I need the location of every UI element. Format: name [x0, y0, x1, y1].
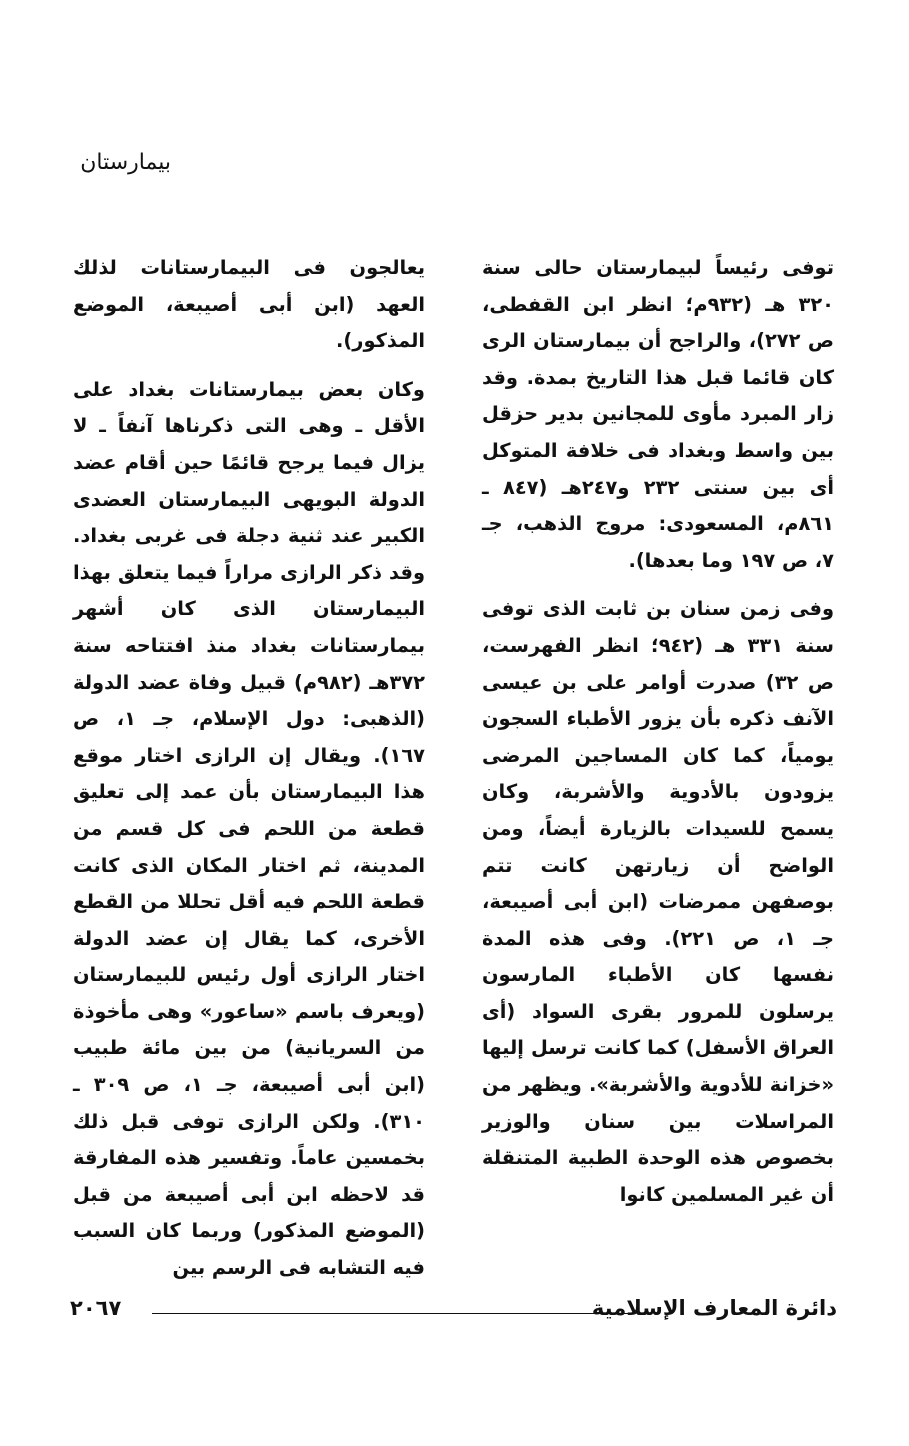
running-header: بيمارستان [80, 150, 171, 175]
paragraph: وكان بعض بيمارستانات بغداد على الأقل ـ وهى التى ذكرناها آنفاً ـ لا يزال فيما يرجح قائمًا حين أقام عضد الدولة البويهى البيمارستان العضدى الكبير عند ثنية دجلة فى غربى بغداد. وقد ذكر الرازى مراراً فيما يتعلق بهذا البيمارستان الذى كان أشهر بيمارستانات بغداد منذ افتتاحه سنة ٣٧٢هـ (٩٨٢م) قبيل وفاة عضد الدولة (الذهبى: دول الإسلام، جـ ١، ص ١٦٧). ويقال إن الرازى اختار موقع هذا البيمارستان بأن عمد إلى تعليق قطعة من اللحم فى كل قسم من المدينة، ثم اختار المكان الذى كانت قطعة اللحم فيه أقل تحللا من القطع الأخرى، كما يقال إن عضد الدولة اختار الرازى أول رئيس للبيمارستان (ويعرف باسم «ساعور» وهى مأخوذة من السريانية) من بين مائة طبيب (ابن أبى أصيبعة، جـ ١، ص ٣٠٩ ـ ٣١٠). ولكن الرازى توفى قبل ذلك بخمسين عاماً. وتفسير هذه المفارقة قد لاحظه ابن أبى أصيبعة من قبل (الموضع المذكور) وربما كان السبب فيه التشابه فى الرسم بين [73, 377, 426, 1280]
paragraph: وفى زمن سنان بن ثابت الذى توفى سنة ٣٣١ هـ (٩٤٢؛ انظر الفهرست، ص ٣٢) صدرت أوامر على بن عيسى الآنف ذكره بأن يزور الأطباء السجون يومياً، كما كان المساجين المرضى يزودون بالأدوية والأشربة، وكان يسمح للسيدات بالزيارة أيضاً، ومن الواضح أن زيارتهن كانت تتم بوصفهن ممرضات (ابن أبى أصيبعة، جـ ١، ص ٢٢١). وفى هذه المدة نفسها كان الأطباء المارسون يرسلون للمرور بقرى السواد (أى العراق الأسفل) كما كانت ترسل إليها «خزانة للأدوية والأشربة». ويظهر من المراسلات بين سنان والوزير بخصوص هذه الوحدة الطبية المتنقلة أن غير المسلمين كانوا [482, 597, 835, 1206]
text-column-left [73, 250, 425, 1287]
page-footer [70, 1296, 837, 1326]
footer-divider [152, 1313, 629, 1314]
paragraph: توفى رئيساً لبيمارستان حالى سنة ٣٢٠ هـ (٩٣٢م؛ انظر ابن القفطى، ص ٢٧٢)، والراجح أن بيمارستان الرى كان قائما قبل هذا التاريخ بمدة. وقد زار المبرد مأوى للمجانين بدير حزقل بين واسط وبغداد فى خلافة المتوكل أى بين سنتى ٢٣٢ و٢٤٧هـ (٨٤٧ ـ ٨٦١م، المسعودى: مروج الذهب، جـ ٧، ص ١٩٧ وما بعدها). [482, 256, 834, 572]
text-column-right [482, 250, 834, 1213]
page-number: ٢٠٦٧ [70, 1296, 122, 1320]
footer-source-title: دائرة المعارف الإسلامية [591, 1296, 837, 1320]
paragraph: يعالجون فى البيمارستانات لذلك العهد (ابن أبى أصيبعة، الموضع المذكور). [73, 256, 425, 353]
